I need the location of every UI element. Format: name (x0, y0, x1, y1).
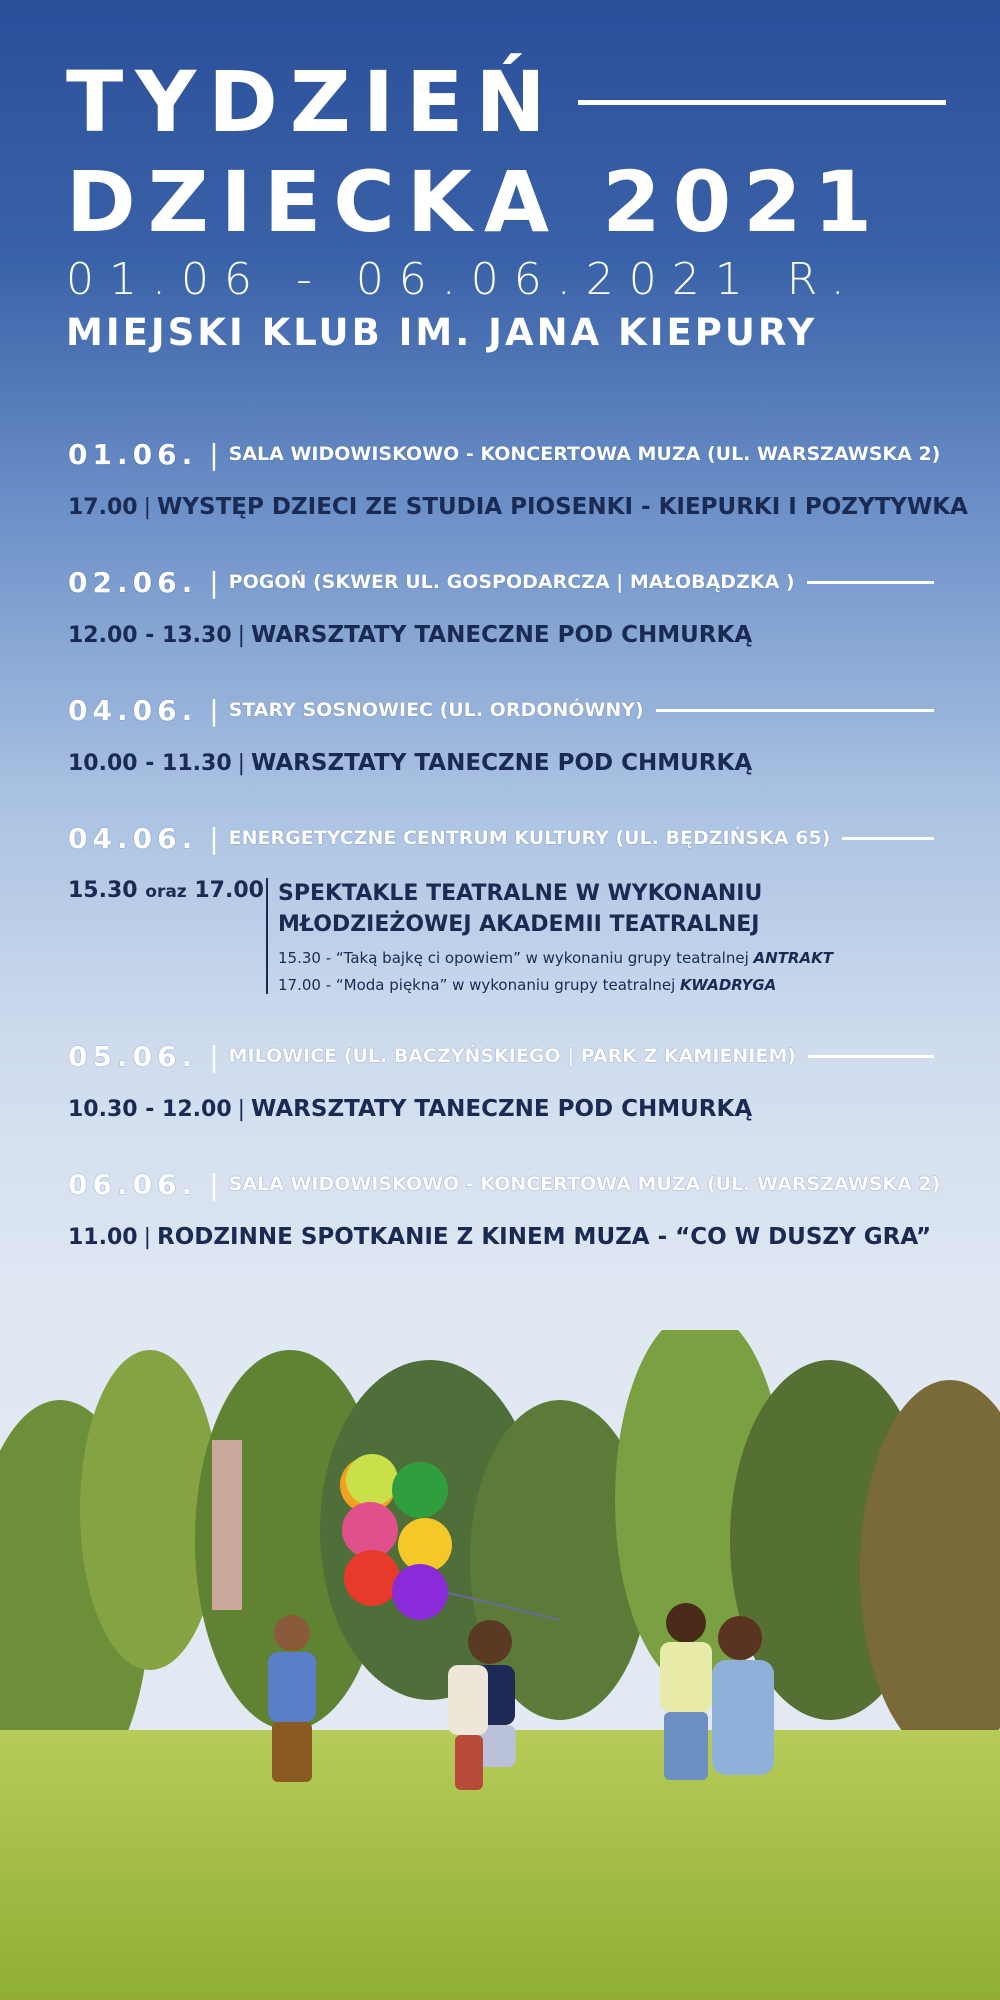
separator: | (237, 623, 246, 648)
separator: | (143, 495, 152, 520)
event-title: WARSZTATY TANECZNE POD CHMURKĄ (251, 1096, 753, 1122)
event-row (68, 750, 934, 776)
event-details (266, 878, 833, 994)
event-time: 15.30 (68, 878, 138, 903)
poster-header (66, 52, 946, 354)
separator: | (209, 693, 219, 727)
event-time: 10.00 - 11.30 (68, 751, 232, 776)
schedule-day (68, 1034, 934, 1122)
day-location: ENERGETYCZNE CENTRUM KULTURY (UL. BĘDZIŃSKA 65) (228, 827, 831, 849)
group-name: KWADRYGA (680, 976, 777, 994)
event-time: 17.00 (68, 495, 138, 520)
event-title-line-1: SPEKTAKLE TEATRALNE W WYKONANIU (278, 881, 763, 906)
day-date: 02.06. (68, 565, 198, 599)
balloon (392, 1564, 448, 1620)
event-time: 12.00 - 13.30 (68, 623, 232, 648)
child-body (268, 1652, 316, 1722)
event-times (68, 878, 266, 994)
building (212, 1440, 242, 1610)
event-row (68, 622, 934, 648)
day-date: 01.06. (68, 437, 198, 471)
event-title: RODZINNE SPOTKANIE Z KINEM MUZA - “CO W DUSZY GRA” (157, 1224, 932, 1250)
title-divider (578, 100, 946, 105)
balloon (342, 1502, 398, 1558)
separator: | (237, 1097, 246, 1122)
program-schedule (68, 432, 968, 1290)
separator: | (209, 1167, 219, 1201)
title-row (66, 52, 946, 152)
day-header (68, 432, 941, 476)
day-divider (842, 837, 934, 840)
day-divider (808, 1055, 934, 1058)
event-title: WARSZTATY TANECZNE POD CHMURKĄ (251, 750, 753, 776)
schedule-day (68, 688, 934, 776)
park-photo (0, 1330, 1000, 2000)
day-header (68, 688, 934, 732)
performance-item (278, 949, 833, 967)
day-location: SALA WIDOWISKOWO - KONCERTOWA MUZA (UL. WARSZAWSKA 2) (228, 1173, 941, 1195)
balloon (392, 1462, 448, 1518)
balloon (344, 1550, 400, 1606)
schedule-day (68, 816, 934, 994)
event-dates: 01.06 - 06.06.2021 R. (66, 254, 860, 305)
day-date: 06.06. (68, 1167, 198, 1201)
child-head (666, 1603, 706, 1643)
day-location: MILOWICE (UL. BACZYŃSKIEGO | PARK Z KAMIENIEM) (228, 1045, 796, 1067)
separator: | (143, 1225, 152, 1250)
schedule-day (68, 432, 968, 520)
balloon (398, 1518, 452, 1572)
separator: | (237, 751, 246, 776)
child-legs (455, 1735, 483, 1790)
performance-description: 17.00 - “Moda piękna” w wykonaniu grupy teatralnej (278, 976, 681, 994)
day-divider (656, 709, 934, 712)
day-date: 04.06. (68, 821, 198, 855)
child-dress (712, 1660, 774, 1775)
balloon (346, 1454, 398, 1506)
separator: | (209, 1039, 219, 1073)
title-line-1: TYDZIEŃ (66, 53, 558, 151)
time-conjunction: oraz (145, 882, 187, 902)
event-time: 11.00 (68, 1225, 138, 1250)
schedule-day (68, 560, 934, 648)
event-title: WARSZTATY TANECZNE POD CHMURKĄ (251, 622, 753, 648)
separator: | (209, 821, 219, 855)
schedule-day (68, 1162, 941, 1250)
day-location: POGOŃ (SKWER UL. GOSPODARCZA | MAŁOBĄDZKA ) (228, 571, 795, 593)
child-head (718, 1616, 762, 1660)
title-line-2: DZIECKA 2021 (66, 153, 885, 251)
day-location: SALA WIDOWISKOWO - KONCERTOWA MUZA (UL. WARSZAWSKA 2) (228, 443, 941, 465)
day-header (68, 560, 934, 604)
separator: | (209, 565, 219, 599)
child-body (448, 1665, 488, 1735)
performance-description: 15.30 - “Taką bajkę ci opowiem” w wykonaniu grupy teatralnej (278, 949, 754, 967)
event-row (68, 1096, 934, 1122)
child-legs (272, 1722, 312, 1782)
event-title-line-2: MŁODZIEŻOWEJ AKADEMII TEATRALNEJ (278, 912, 760, 937)
day-date: 05.06. (68, 1039, 198, 1073)
child-head (274, 1615, 310, 1651)
event-row (68, 494, 968, 520)
day-header (68, 1034, 934, 1078)
performance-item (278, 976, 833, 994)
day-divider (807, 581, 934, 584)
event-time: 10.30 - 12.00 (68, 1097, 232, 1122)
day-header (68, 1162, 941, 1206)
separator: | (209, 437, 219, 471)
day-date: 04.06. (68, 693, 198, 727)
day-location: STARY SOSNOWIEC (UL. ORDONÓWNY) (228, 699, 644, 721)
venue-name: MIEJSKI KLUB IM. JANA KIEPURY (66, 311, 818, 354)
child-body (660, 1642, 712, 1712)
event-row (68, 1224, 934, 1250)
grass (0, 1730, 1000, 2000)
event-time: 17.00 (194, 878, 264, 903)
child-legs (664, 1712, 708, 1780)
group-name: ANTRAKT (753, 949, 833, 967)
event-title: WYSTĘP DZIECI ZE STUDIA PIOSENKI - KIEPURKI I POZYTYWKA (157, 494, 968, 520)
day-header (68, 816, 934, 860)
event-row-multi (68, 878, 934, 994)
child-head (468, 1620, 512, 1664)
